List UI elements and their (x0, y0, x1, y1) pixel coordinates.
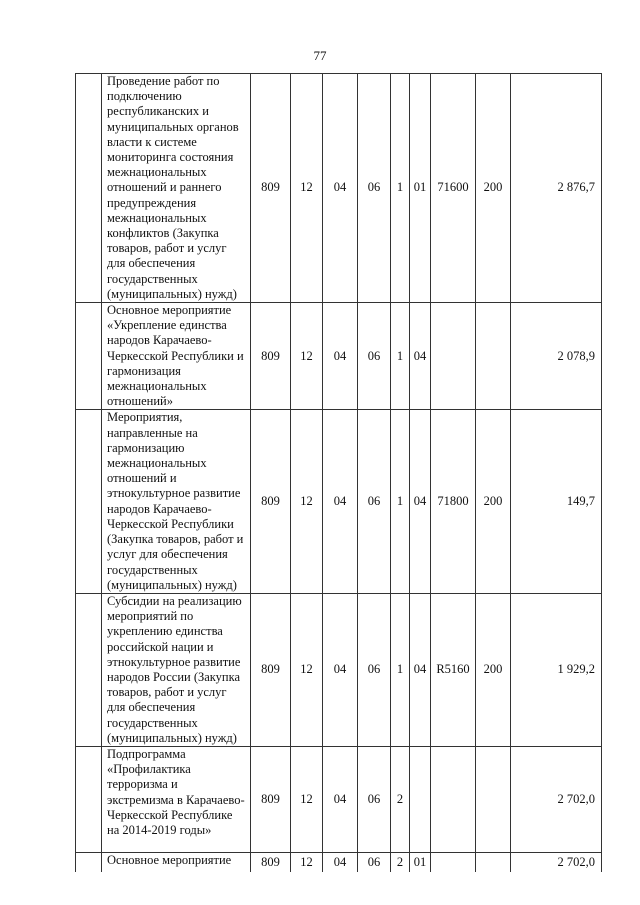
amount-cell: 2 702,0 (511, 852, 602, 872)
page-number: 77 (313, 48, 327, 63)
empty-cell (76, 303, 102, 410)
empty-cell (76, 410, 102, 593)
expense-type-cell: 200 (476, 593, 511, 746)
empty-cell (76, 746, 102, 852)
item-name: Подпрограмма «Профилактика терроризма и экстремизма в Карачаево-Черкесской Республике на 2014-2019 годы» (102, 746, 251, 852)
code-cell: 809 (251, 74, 291, 303)
amount-cell: 2 078,9 (511, 303, 602, 410)
empty-cell (76, 74, 102, 303)
expense-type-cell (476, 746, 511, 852)
expense-type-cell (476, 303, 511, 410)
subprogram-cell: 2 (391, 746, 410, 852)
direction-cell: 71800 (431, 410, 476, 593)
section-cell: 12 (291, 746, 323, 852)
direction-cell (431, 303, 476, 410)
section-cell: 12 (291, 593, 323, 746)
item-name: Основное мероприятие «Укрепление единства народов Карачаево-Черкесской Республики и гармонизация межнациональных отношений» (102, 303, 251, 410)
event-cell: 04 (410, 410, 431, 593)
item-name: Мероприятия, направленные на гармонизацию межнациональных отношений и этнокультурное развитие народов Карачаево-Черкесской Республики (Закупка товаров, работ и услуг для обеспечения государственных (муниципальных) нужд) (102, 410, 251, 593)
section-cell: 12 (291, 410, 323, 593)
direction-cell: 71600 (431, 74, 476, 303)
event-cell: 04 (410, 303, 431, 410)
table-row (76, 593, 602, 746)
item-name: Проведение работ по подключению республиканских и муниципальных органов власти к системе мониторинга состояния межнациональных отношений и раннего предупреждения межнациональных конфликтов (Закупка товаров, работ и услуг для обеспечения государственных (муниципальных) нужд) (102, 74, 251, 303)
program-cell: 06 (358, 74, 391, 303)
expense-type-cell: 200 (476, 410, 511, 593)
event-cell (410, 746, 431, 852)
subsection-cell: 04 (323, 593, 358, 746)
table-row (76, 74, 602, 303)
direction-cell: R5160 (431, 593, 476, 746)
item-name: Основное мероприятие (102, 852, 251, 872)
section-cell: 12 (291, 852, 323, 872)
table-row (76, 410, 602, 593)
direction-cell (431, 852, 476, 872)
code-cell: 809 (251, 746, 291, 852)
program-cell: 06 (358, 746, 391, 852)
program-cell: 06 (358, 852, 391, 872)
table-row (76, 852, 602, 872)
code-cell: 809 (251, 303, 291, 410)
direction-cell (431, 746, 476, 852)
table-row (76, 303, 602, 410)
section-cell: 12 (291, 74, 323, 303)
program-cell: 06 (358, 303, 391, 410)
program-cell: 06 (358, 410, 391, 593)
subsection-cell: 04 (323, 74, 358, 303)
event-cell: 04 (410, 593, 431, 746)
empty-cell (76, 852, 102, 872)
empty-cell (76, 593, 102, 746)
event-cell: 01 (410, 852, 431, 872)
item-name: Субсидии на реализацию мероприятий по укреплению единства российской нации и этнокультурное развитие народов России (Закупка товаров, работ и услуг для обеспечения государственных (муниципальных) нужд) (102, 593, 251, 746)
event-cell: 01 (410, 74, 431, 303)
code-cell: 809 (251, 593, 291, 746)
budget-table (75, 73, 602, 872)
section-cell: 12 (291, 303, 323, 410)
program-cell: 06 (358, 593, 391, 746)
expense-type-cell: 200 (476, 74, 511, 303)
subsection-cell: 04 (323, 303, 358, 410)
expense-type-cell (476, 852, 511, 872)
subsection-cell: 04 (323, 852, 358, 872)
subprogram-cell: 1 (391, 74, 410, 303)
subprogram-cell: 1 (391, 410, 410, 593)
subsection-cell: 04 (323, 410, 358, 593)
amount-cell: 149,7 (511, 410, 602, 593)
amount-cell: 2 876,7 (511, 74, 602, 303)
subprogram-cell: 1 (391, 593, 410, 746)
amount-cell: 2 702,0 (511, 746, 602, 852)
code-cell: 809 (251, 410, 291, 593)
subsection-cell: 04 (323, 746, 358, 852)
amount-cell: 1 929,2 (511, 593, 602, 746)
table-row (76, 746, 602, 852)
subprogram-cell: 2 (391, 852, 410, 872)
code-cell: 809 (251, 852, 291, 872)
subprogram-cell: 1 (391, 303, 410, 410)
